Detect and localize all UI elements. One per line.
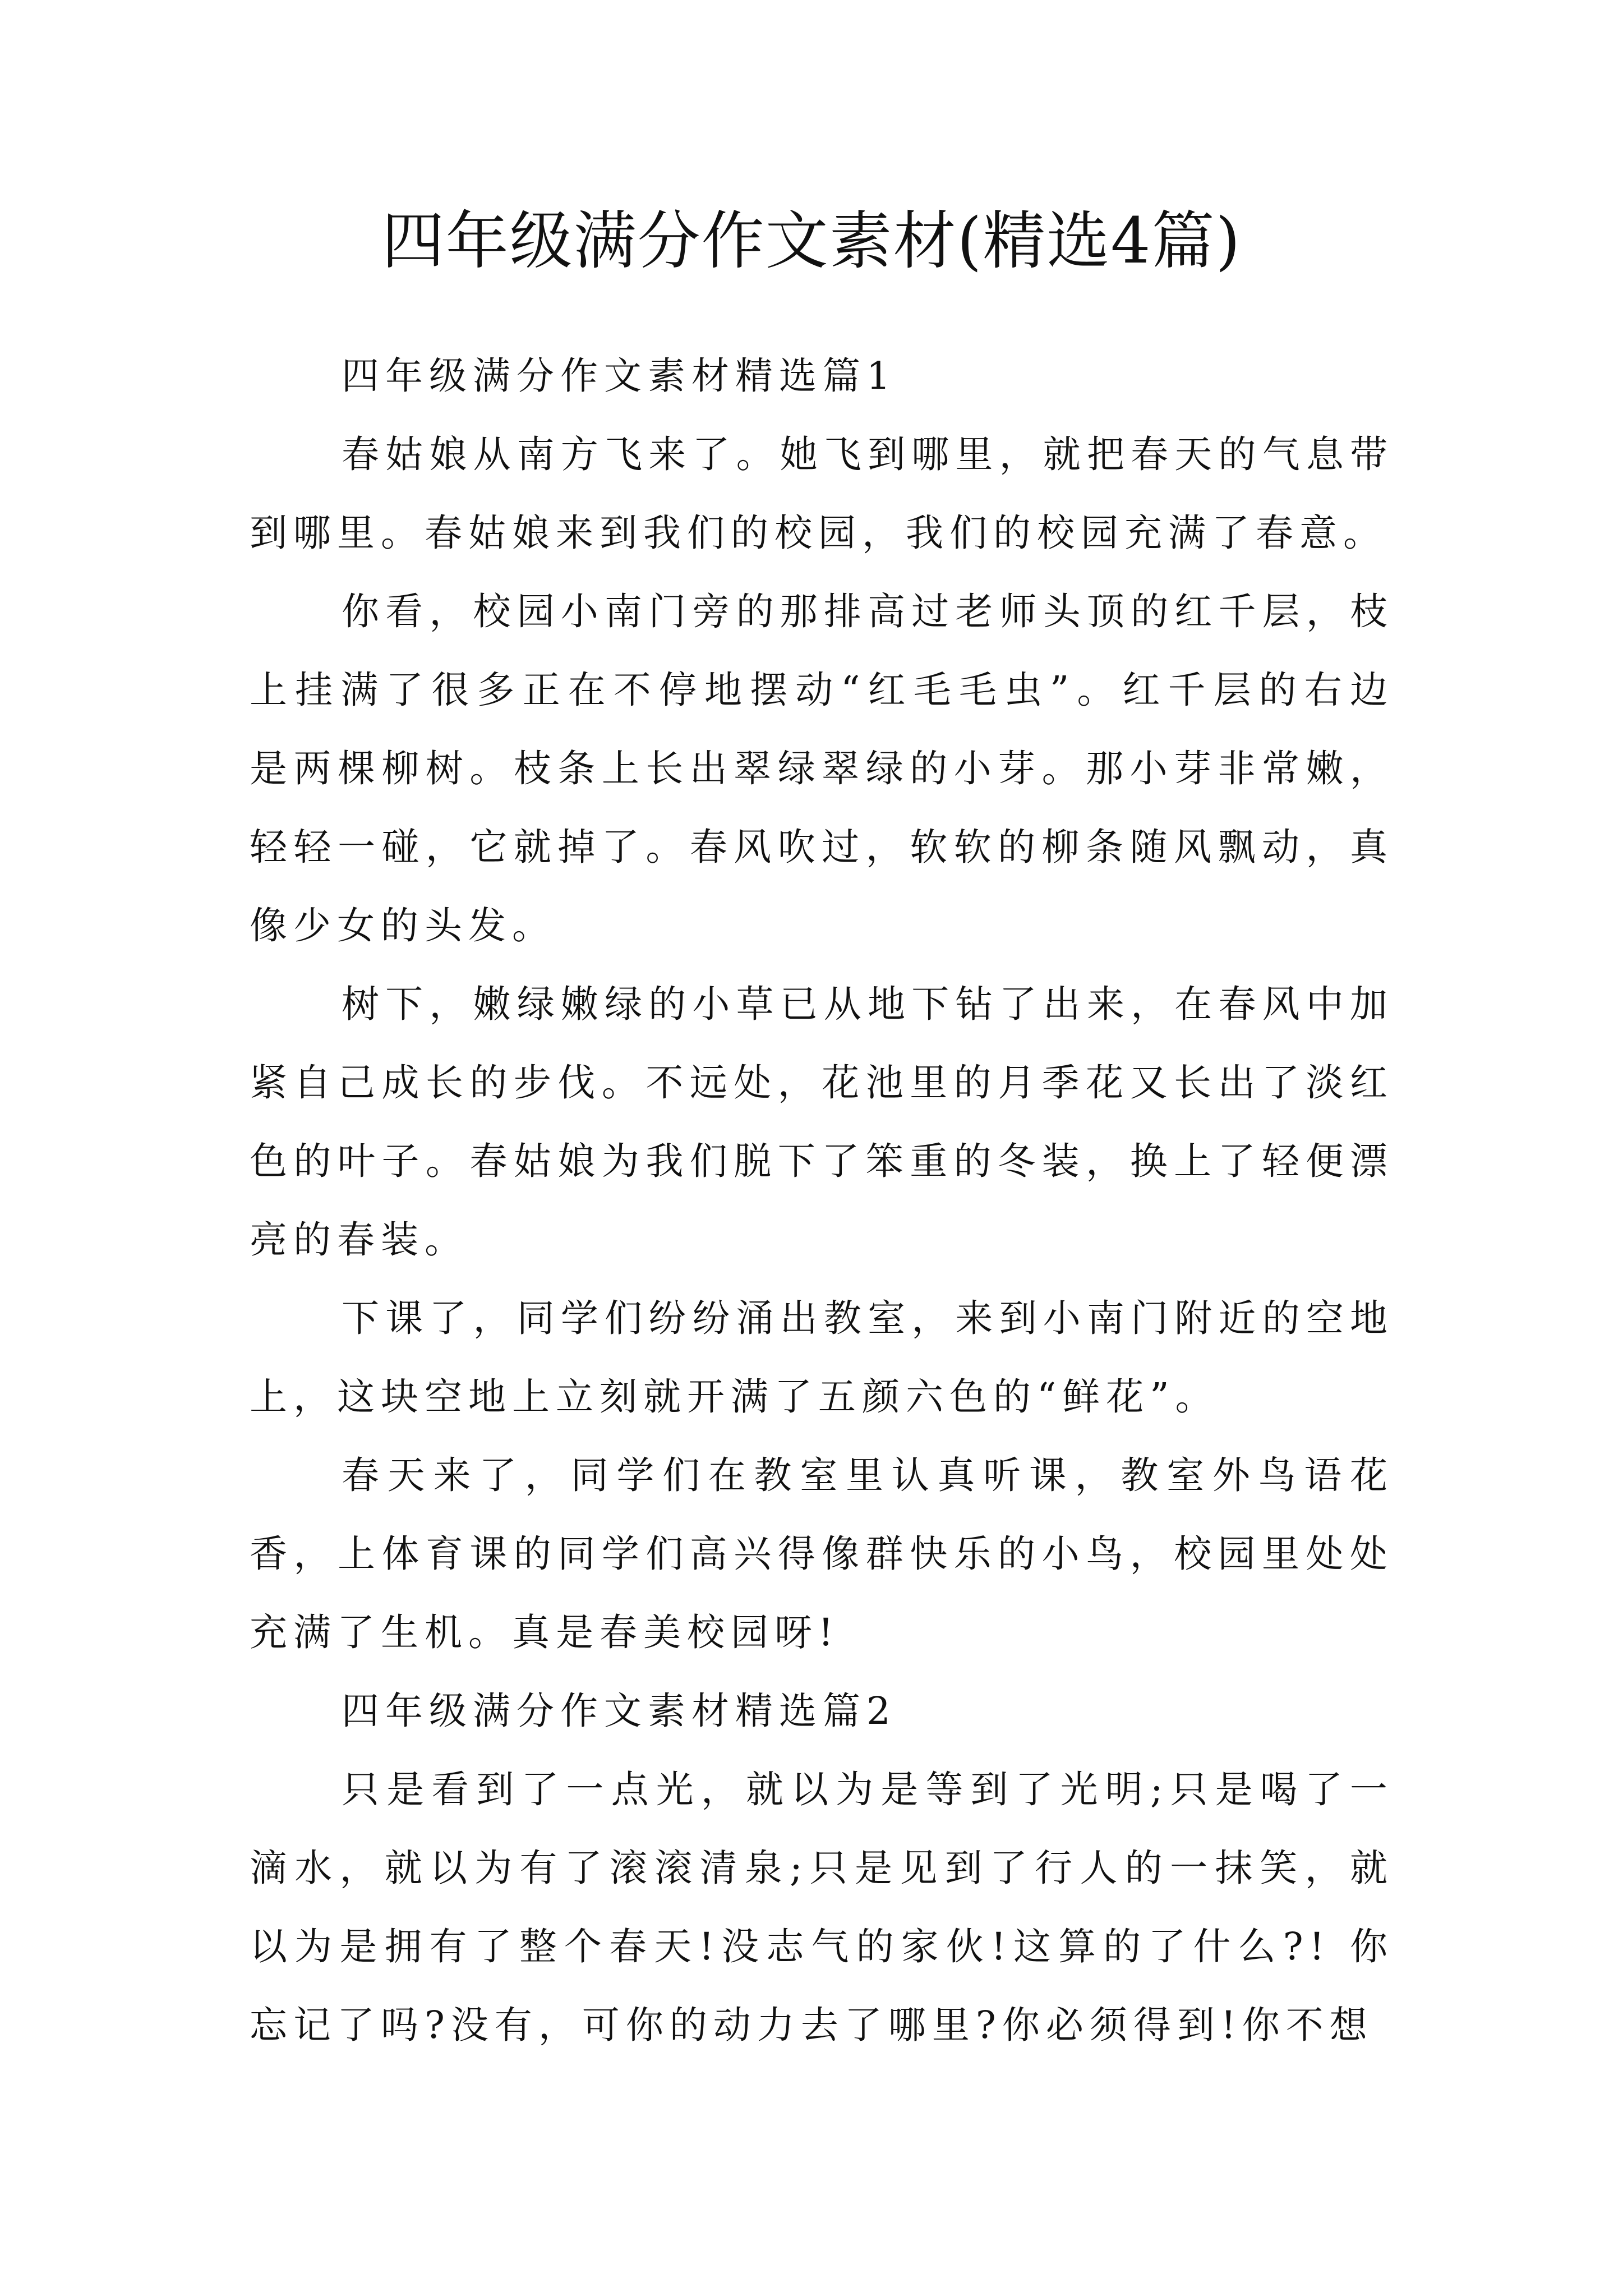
section-heading-2: 四年级满分作文素材精选篇2 <box>342 1689 897 1733</box>
paragraph: 春姑娘从南方飞来了。她飞到哪里，就把春天的气息带到哪里。春姑娘来到我们的校园，我们的校园充满了春意。 <box>250 432 1394 555</box>
paragraph: 春天来了，同学们在教室里认真听课，教室外鸟语花香，上体育课的同学们高兴得像群快乐的小鸟，校园里处处充满了生机。真是春美校园呀! <box>250 1453 1394 1654</box>
paragraph: 树下，嫩绿嫩绿的小草已从地下钻了出来，在春风中加紧自己成长的步伐。不远处，花池里的月季花又长出了淡红色的叶子。春姑娘为我们脱下了笨重的冬装，换上了轻便漂亮的春装。 <box>250 982 1394 1262</box>
document-body <box>250 337 1394 2064</box>
document-title: 四年级满分作文素材(精选4篇) <box>381 205 1242 278</box>
paragraph: 你看，校园小南门旁的那排高过老师头顶的红千层，枝上挂满了很多正在不停地摆动“红毛毛虫”。红千层的右边是两棵柳树。枝条上长出翠绿翠绿的小芽。那小芽非常嫩，轻轻一碰，它就掉了。春风吹过，软软的柳条随风飘动，真像少女的头发。 <box>250 590 1394 947</box>
section-heading-1: 四年级满分作文素材精选篇1 <box>342 354 897 398</box>
paragraph: 只是看到了一点光，就以为是等到了光明;只是喝了一滴水，就以为有了滚滚清泉;只是见到了行人的一抹笑，就以为是拥有了整个春天!没志气的家伙!这算的了什么?! 你忘记了吗?没有，可你的动力去了哪里?你必须得到!你不想 <box>250 1768 1394 2047</box>
paragraph: 下课了，同学们纷纷涌出教室，来到小南门附近的空地上，这块空地上立刻就开满了五颜六色的“鲜花”。 <box>250 1296 1394 1419</box>
